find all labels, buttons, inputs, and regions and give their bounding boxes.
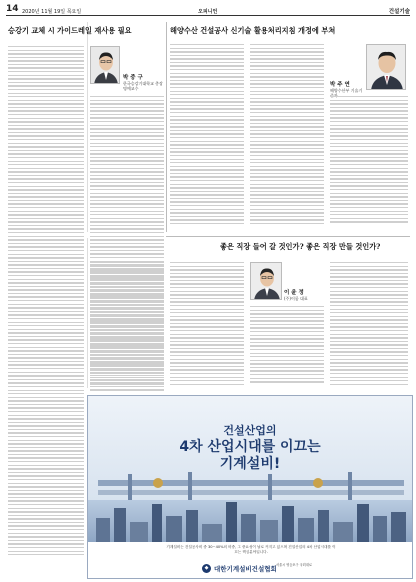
- ad-address: 서울시 영등포구 국회대로: [276, 563, 312, 567]
- ad-pipes-graphic: [88, 470, 413, 500]
- article3-byline: [284, 290, 326, 301]
- issue-date: 2020년 11월 19일 목요일: [22, 9, 82, 15]
- column-divider: [166, 22, 167, 232]
- article3-body-col4: [330, 262, 408, 387]
- article1-body-col1: [8, 46, 84, 558]
- article1-headline: 승강기 교체 시 가이드레일 재사용 필요: [8, 26, 132, 35]
- ad-skyline-image: [88, 500, 412, 542]
- ad-logo: [202, 562, 277, 574]
- article3-author-name: 이 윤 정: [284, 290, 304, 296]
- article1-byline: [123, 75, 165, 91]
- article2-body-col1: [170, 44, 244, 226]
- article1-author-name: 박 중 구: [123, 75, 143, 81]
- paper-name: 건설기술: [388, 9, 410, 15]
- ad-headline-2: 4차 산업시대를 이끄는: [179, 439, 321, 455]
- city-skyline-icon: [88, 500, 413, 542]
- ad-headline-3: 기계설비!: [219, 456, 281, 472]
- article2-author-title: 해양수산부 기술기: [330, 88, 363, 93]
- article3-body-col2: [170, 262, 244, 387]
- page-header: [6, 4, 410, 16]
- article3-author-title: (주)이룸 대표: [284, 296, 308, 301]
- section-name: 오피니언: [198, 9, 218, 15]
- ad-org-name: 대한기계설비건설협회: [214, 564, 277, 573]
- article2-body-col3: [330, 96, 408, 225]
- advertisement: [87, 395, 413, 579]
- article2-author-name: 박 주 연: [330, 82, 350, 88]
- article1-author-title: 한국승강기대학교 총장 명예교수: [123, 81, 163, 91]
- column-divider: [87, 22, 88, 232]
- column-divider: [87, 238, 88, 388]
- article2-body-col2: [250, 44, 324, 226]
- article2-headline: 해양수산 건설공사 신기술 활용처리지침 개정에 부쳐: [170, 26, 336, 35]
- article3-author-photo: [250, 262, 282, 300]
- article3-body-col1: [90, 262, 164, 387]
- page-number: 14: [6, 4, 19, 14]
- article1-author-photo: [90, 46, 120, 84]
- section-divider: [166, 236, 410, 237]
- article3-body-col3: [250, 306, 324, 385]
- ad-body-text: 기계설비는 건설공사비 중 30~40%의 비중, 그 중요성이 날로 커지고 있으며 건설산업의 4차 산업시대를 이끄는 핵심분야입니다.: [166, 545, 336, 554]
- ad-hero: [88, 396, 412, 500]
- association-logo-icon: ◆: [202, 564, 211, 573]
- article3-headline: 좋은 직장 들어 갈 것인가? 좋은 직장 만들 것인가?: [220, 242, 381, 251]
- article2-author-photo: [366, 44, 406, 90]
- ad-headline-1: 건설산업의: [223, 424, 277, 437]
